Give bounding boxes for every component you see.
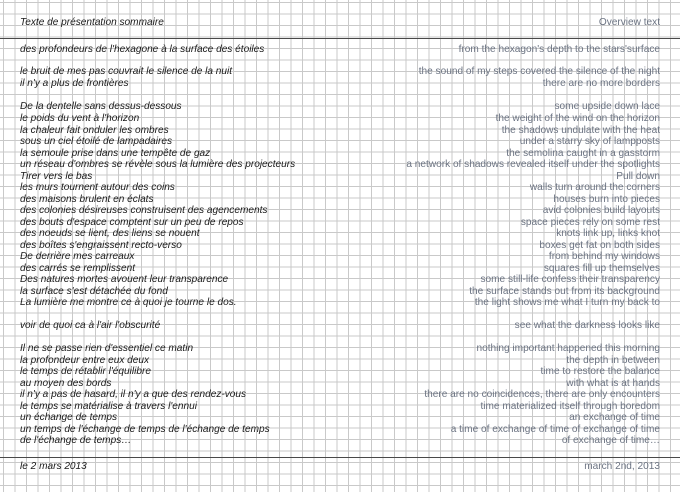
line-fr: le temps de rétablir l'équilibre <box>20 366 151 377</box>
line-en: a network of shadows revealed itself under the spotlights <box>406 159 660 170</box>
line-fr: la semoule prise dans une tempête de gaz <box>20 148 211 159</box>
line-fr: les murs tournent autour des coins <box>20 182 175 193</box>
line-row <box>20 366 660 378</box>
line-row <box>20 343 660 355</box>
line-en: houses burn into pieces <box>553 194 660 205</box>
line-en: the shadows undulate with the heat <box>501 125 660 136</box>
line-fr: au moyen des bords <box>20 378 112 389</box>
line-row <box>20 412 660 424</box>
line-en: time to restore the balance <box>540 366 660 377</box>
line-row <box>20 205 660 217</box>
line-fr: De derrière mes carreaux <box>20 251 135 262</box>
line-row <box>20 251 660 263</box>
line-en: the sound of my steps covered the silence of the night <box>418 66 660 77</box>
line-fr: il n'y a pas de hasard, il n'y a que des rendez-vous <box>20 389 247 400</box>
line-fr: Il ne se passe rien d'essentiel ce matin <box>20 343 194 354</box>
line-row <box>20 320 660 332</box>
line-row <box>20 182 660 194</box>
line-en: some still-life confess their transparency <box>480 274 660 285</box>
line-en: Pull down <box>616 171 660 182</box>
header-row <box>20 17 660 29</box>
line-fr: un réseau d'ombres se révèle sous la lumière des projecteurs <box>20 159 296 170</box>
footer-rule <box>0 457 680 458</box>
line-row <box>20 389 660 401</box>
header-title-fr: Texte de présentation sommaire <box>20 17 164 28</box>
line-en: with what is at hands <box>566 378 660 389</box>
line-fr: la chaleur fait onduler les ombres <box>20 125 169 136</box>
line-en: under a starry sky of lampposts <box>519 136 660 147</box>
line-en: an exchange of time <box>569 412 660 423</box>
line-fr: voir de quoi ca à l'air l'obscurité <box>20 320 161 331</box>
line-row <box>20 136 660 148</box>
line-row <box>20 66 660 78</box>
line-row <box>20 274 660 286</box>
line-en: there are no coincidences, there are only encounters <box>424 389 660 400</box>
line-fr: la surface s'est détachée du fond <box>20 286 168 297</box>
line-fr: de l'échange de temps… <box>20 435 132 446</box>
line-en: the light shows me what I turn my back to <box>474 297 660 308</box>
line-fr: des maisons brulent en éclats <box>20 194 154 205</box>
line-fr: des colonies désireuses construisent des agencements <box>20 205 268 216</box>
line-fr: un échange de temps <box>20 412 118 423</box>
line-row <box>20 297 660 309</box>
footer-date-fr: le 2 mars 2013 <box>20 461 87 472</box>
line-fr: des carrés se remplissent <box>20 263 135 274</box>
line-fr: De la dentelle sans dessus-dessous <box>20 101 182 112</box>
line-en: some upside down lace <box>554 101 660 112</box>
line-en: the surface stands out from its background <box>469 286 660 297</box>
line-row <box>20 435 660 447</box>
line-row <box>20 101 660 113</box>
line-fr: des noeuds se lient, des liens se nouent <box>20 228 200 239</box>
line-en: walls turn around the corners <box>529 182 660 193</box>
line-row <box>20 113 660 125</box>
line-en: boxes get fat on both sides <box>539 240 660 251</box>
line-en: the semolina caught in a gasstorm <box>506 148 660 159</box>
line-fr: sous un ciel étoilé de lampadaires <box>20 136 173 147</box>
line-fr: des profondeurs de l'hexagone à la surface des étoiles <box>20 44 265 55</box>
line-row <box>20 44 660 56</box>
line-fr: il n'y a plus de frontières <box>20 78 129 89</box>
line-en: from the hexagon's depth to the stars'surface <box>458 44 660 55</box>
line-en: squares fill up themselves <box>543 263 660 274</box>
line-en: knots link up, links knot <box>556 228 660 239</box>
line-en: nothing important happened this morning <box>476 343 660 354</box>
line-fr: le bruit de mes pas couvrait le silence de la nuit <box>20 66 233 77</box>
footer-date-en: march 2nd, 2013 <box>584 461 660 472</box>
line-en: avid colonies build layouts <box>542 205 660 216</box>
line-fr: La lumière me montre ce à quoi je tourne le dos. <box>20 297 237 308</box>
line-en: there are no more borders <box>542 78 660 89</box>
line-fr: le temps se matérialise à travers l'ennui <box>20 401 197 412</box>
line-fr: un temps de l'échange de temps de l'échange de temps <box>20 424 270 435</box>
line-fr: des bouts d'espace comptent sur un peu de repos <box>20 217 244 228</box>
line-fr: la profondeur entre eux deux <box>20 355 150 366</box>
line-en: the weight of the wind on the horizon <box>495 113 660 124</box>
line-fr: des boîtes s'engraissent recto-verso <box>20 240 182 251</box>
line-en: of exchange of time… <box>561 435 660 446</box>
line-en: time materialized itself through boredom <box>480 401 660 412</box>
line-row <box>20 228 660 240</box>
line-row <box>20 159 660 171</box>
line-en: from behind my windows <box>548 251 660 262</box>
line-en: space pieces rely on some rest <box>520 217 660 228</box>
line-en: see what the darkness looks like <box>514 320 660 331</box>
line-fr: Tirer vers le bas <box>20 171 93 182</box>
header-title-en: Overview text <box>598 17 660 28</box>
line-en: the depth in between <box>566 355 660 366</box>
line-fr: le poids du vent à l'horizon <box>20 113 140 124</box>
line-row <box>20 78 660 90</box>
footer-row <box>20 461 660 473</box>
header-rule <box>0 38 680 39</box>
line-en: a time of exchange of time of exchange of time <box>450 424 660 435</box>
line-fr: Des natures mortes avouent leur transparence <box>20 274 229 285</box>
